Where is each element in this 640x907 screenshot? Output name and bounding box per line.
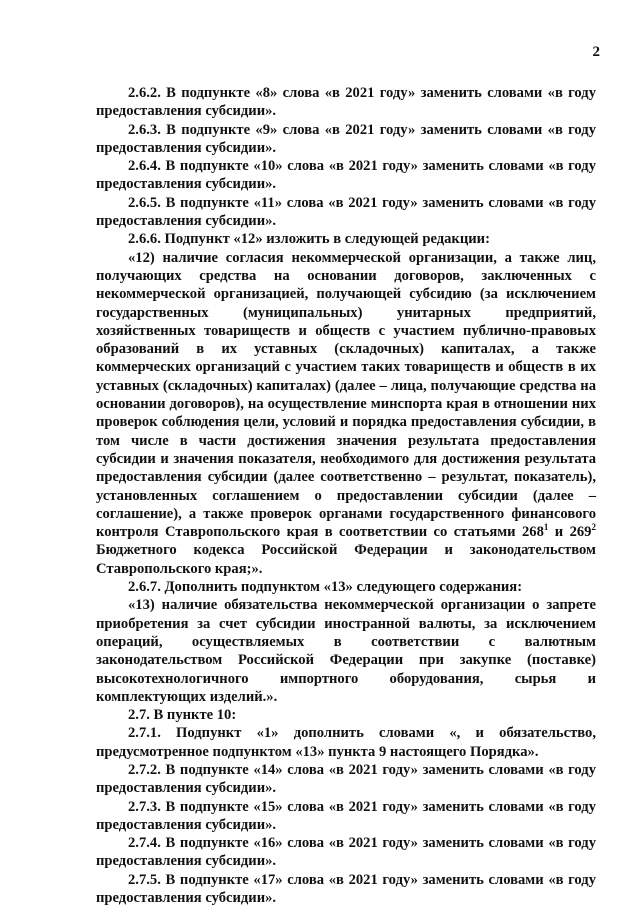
paragraph-2-6-5: 2.6.5. В подпункте «11» слова «в 2021 году» заменить словами «в году предоставления субсидии». xyxy=(96,194,596,230)
subitem-12-tail: Бюджетного кодекса Российской Федерации и законодательством Ставропольского края;». xyxy=(96,542,596,577)
paragraph-2-7-3: 2.7.3. В подпункте «15» слова «в 2021 году» заменить словами «в году предоставления субсидии». xyxy=(96,798,596,833)
footnote-sup-2: 2 xyxy=(591,522,596,533)
footnote-sup-1: 1 xyxy=(543,522,549,533)
page-number: 2 xyxy=(592,44,600,60)
paragraph-2-7-2: 2.7.2. В подпункте «14» слова «в 2021 году» заменить словами «в году предоставления субсидии». xyxy=(96,761,596,797)
paragraph-2-7-1: 2.7.1. Подпункт «1» дополнить словами «, и обязательство, предусмотренное подпунктом «13» пункта 9 настоящего Порядка». xyxy=(96,725,596,760)
paragraph-2-6-6: 2.6.6. Подпункт «12» изложить в следующей редакции: xyxy=(128,231,490,248)
paragraph-2-6-4: 2.6.4. В подпункте «10» слова «в 2021 году» заменить словами «в году предоставления субсидии». xyxy=(96,158,596,193)
paragraph-2-7: 2.7. В пункте 10: xyxy=(128,707,237,724)
paragraph-2-6-2: 2.6.2. В подпункте «8» слова «в 2021 году» заменить словами «в году предоставления субсидии». xyxy=(96,85,596,120)
paragraph-2-6-7: 2.6.7. Дополнить подпунктом «13» следующего содержания: xyxy=(128,579,523,596)
paragraph-subitem-13: «13) наличие обязательства некоммерческой организации о запрете приобретения за счет субсидии иностранной валюты, за исключением операций, осуществляемых в соответствии с валютным законодательством Российской Федерации при закупке (поставке) высокотехнологичного импортного оборудования, сырья и комплектующих изделий.». xyxy=(96,597,596,705)
paragraph-2-7-4: 2.7.4. В подпункте «16» слова «в 2021 году» заменить словами «в году предоставления субсидии». xyxy=(96,835,596,870)
paragraph-2-6-3: 2.6.3. В подпункте «9» слова «в 2021 году» заменить словами «в году предоставления субсидии». xyxy=(96,121,596,156)
document-body xyxy=(96,84,596,907)
paragraph-subitem-12 xyxy=(96,249,596,578)
paragraph-2-7-5: 2.7.5. В подпункте «17» слова «в 2021 году» заменить словами «в году предоставления субсидии». xyxy=(96,871,596,907)
subitem-12-text: «12) наличие согласия некоммерческой организации, а также лиц, получающих средства на основании договоров, заключенных с некоммерческой организацией, получающей субсидию (за исключением государственных (муниципальных) унитарных предприятий, хозяйственных товариществ и обществ с участием публично-правовых образований в их уставных (складочных) капиталах, а также коммерческих организаций с участием таких товариществ и обществ в их уставных (складочных) капиталах) (далее – лица, получающие средства на основании договоров), на осуществление минспорта края в отношении них проверок соблюдения цели, условий и порядка предоставления субсидии, в том числе в части достижения значения результата предоставления субсидии и значения показателя, необходимого для достижения результата предоставления субсидии (далее соответственно – результат, показатель), установленных соглашением о предоставлении субсидии (далее – соглашение), а также проверок органами государственного финансового контроля Ставропольского края в соответствии со статьями 268 xyxy=(96,249,596,541)
subitem-12-mid: и 269 xyxy=(548,524,592,541)
